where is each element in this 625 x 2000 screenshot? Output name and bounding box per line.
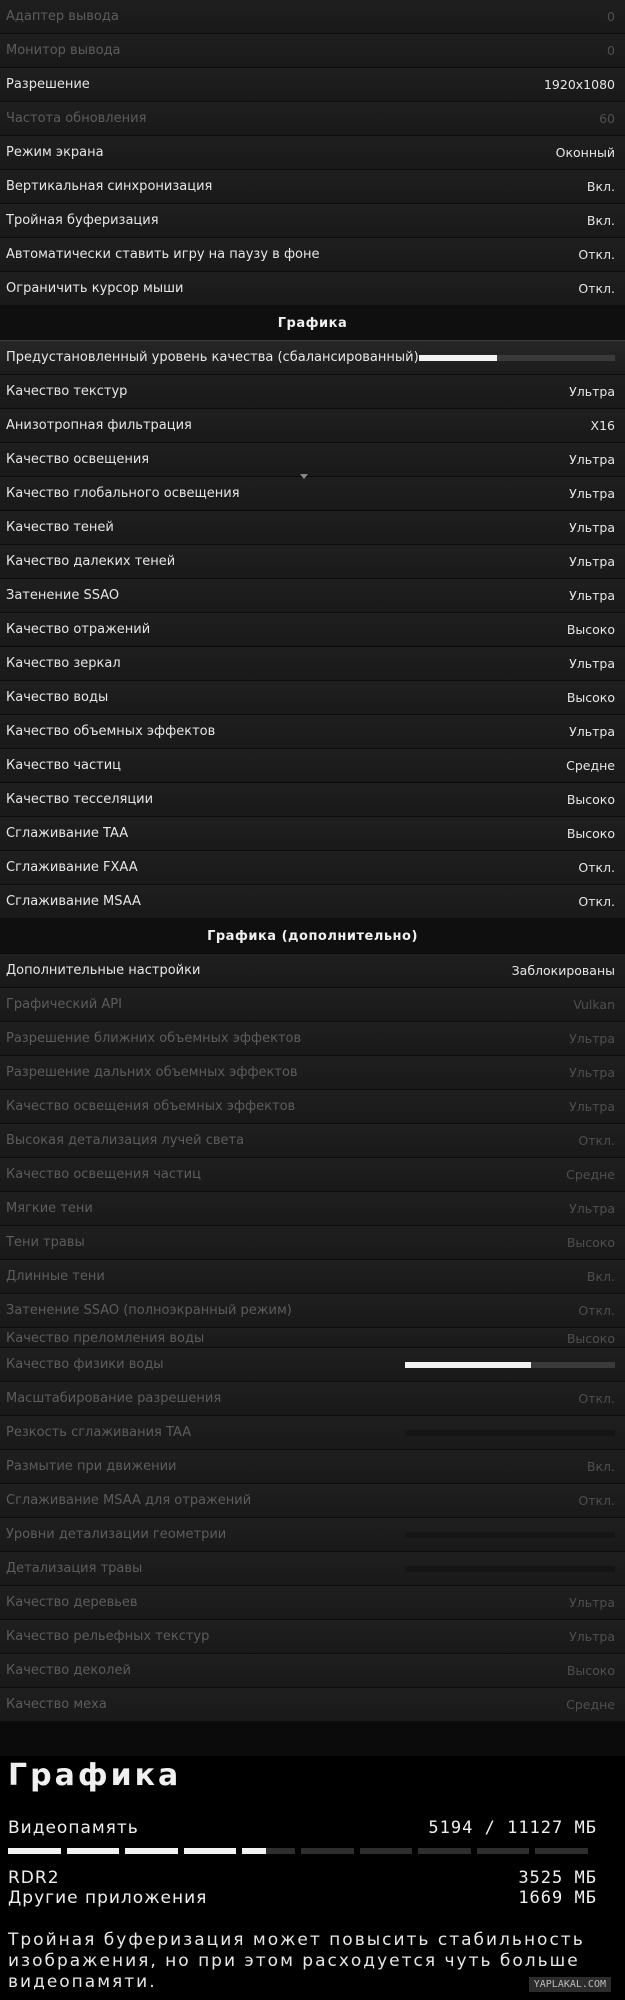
water-refraction-label: Качество преломления воды [6,1331,205,1346]
setting-value: Ультра [569,486,615,501]
setting-label: Сглаживание MSAA [6,894,141,909]
setting-hint: Тройная буферизация может повысить стабильность изображения, но при этом расходуется чуть больше видеопамяти. [8,1930,585,1992]
setting-row[interactable] [0,0,625,34]
vram-label: Видеопамять [8,1818,139,1838]
app-name: Другие приложения [8,1888,208,1908]
setting-slider[interactable] [405,1532,615,1538]
preset-quality-slider[interactable] [419,355,615,361]
vram-bar-segment [301,1848,354,1854]
setting-row[interactable] [0,647,625,681]
setting-row[interactable] [0,34,625,68]
setting-label: Качество отражений [6,622,151,637]
app-usage-value: 3525 [518,1868,564,1888]
setting-label: Качество деревьев [6,1595,138,1610]
setting-label: Уровни детализации геометрии [6,1527,227,1542]
advanced-lock-value: Заблокированы [511,963,615,978]
setting-label: Тройная буферизация [6,213,159,228]
setting-value: Средне [566,1167,615,1182]
setting-row[interactable] [0,579,625,613]
vram-bar-segment [535,1848,588,1854]
setting-row[interactable] [0,1226,625,1260]
vram-separator: / [484,1818,496,1838]
setting-row[interactable] [0,1586,625,1620]
setting-label: Анизотропная фильтрация [6,418,192,433]
setting-label: Качество теней [6,520,114,535]
setting-row[interactable] [0,1294,625,1328]
app-usage [518,1868,597,1888]
setting-label: Качество далеких теней [6,554,176,569]
setting-label: Монитор вывода [6,43,121,58]
setting-value: Откл. [578,247,615,262]
advanced-section-header [0,919,625,954]
setting-value: Ультра [569,1629,615,1644]
setting-label: Качество зеркал [6,656,121,671]
setting-label: Автоматически ставить игру на паузу в фоне [6,247,320,262]
setting-row[interactable] [0,1450,625,1484]
setting-value: Ультра [569,1099,615,1114]
setting-label: Сглаживание MSAA для отражений [6,1493,252,1508]
app-usage-value: 1669 [518,1888,564,1908]
setting-label: Длинные тени [6,1269,105,1284]
setting-label: Качество освещения частиц [6,1167,201,1182]
setting-value: Откл. [578,860,615,875]
setting-row[interactable] [0,783,625,817]
water-refraction-value: Высоко [566,1331,615,1346]
setting-value: Средне [566,758,615,773]
setting-row[interactable] [0,613,625,647]
setting-value: Ультра [569,1065,615,1080]
setting-label: Мягкие тени [6,1201,93,1216]
advanced-lock-row[interactable] [0,954,625,988]
setting-value: 60 [599,111,615,126]
advanced-lock-label: Дополнительные настройки [6,963,201,978]
setting-row[interactable] [0,1348,625,1382]
setting-value: Откл. [578,1303,615,1318]
setting-value: X16 [590,418,615,433]
setting-label: Качество освещения [6,452,150,467]
setting-row[interactable] [0,545,625,579]
setting-row[interactable] [0,1124,625,1158]
setting-label: Качество рельефных текстур [6,1629,210,1644]
setting-value: Вкл. [586,179,615,194]
setting-value: Откл. [578,1493,615,1508]
setting-label: Частота обновления [6,111,147,126]
app-name: RDR2 [8,1868,60,1888]
setting-row[interactable] [0,443,625,477]
vram-bar-segment [360,1848,413,1854]
setting-value: Высоко [566,792,615,807]
setting-row[interactable] [0,102,625,136]
setting-value: Ультра [569,520,615,535]
setting-row[interactable] [0,409,625,443]
setting-value: Ультра [569,554,615,569]
graphics-section-header [0,306,625,341]
vram-total: 11127 [507,1818,564,1838]
setting-label: Масштабирование разрешения [6,1391,222,1406]
setting-row[interactable] [0,681,625,715]
water-refraction-row[interactable] [0,1328,625,1348]
setting-row[interactable] [0,375,625,409]
setting-label: Затенение SSAO (полноэкранный режим) [6,1303,292,1318]
setting-row[interactable] [0,1158,625,1192]
advanced-settings-list [0,988,625,1328]
setting-slider[interactable] [405,1430,615,1436]
graphics-settings-list [0,375,625,919]
setting-row[interactable] [0,136,625,170]
setting-label: Графический API [6,997,122,1012]
setting-value: Ультра [569,1201,615,1216]
vram-bar-segment [8,1848,61,1854]
setting-label: Затенение SSAO [6,588,120,603]
setting-label: Разрешение ближних объемных эффектов [6,1031,302,1046]
setting-value: Высоко [566,1663,615,1678]
setting-label: Вертикальная синхронизация [6,179,213,194]
vram-usage [428,1818,597,1838]
vram-bar-segment [67,1848,120,1854]
setting-value: Высоко [566,1235,615,1250]
setting-label: Высокая детализация лучей света [6,1133,245,1148]
setting-label: Качество тесселяции [6,792,154,807]
setting-row[interactable] [0,1056,625,1090]
app-usage [518,1888,597,1908]
preset-quality-row[interactable] [0,341,625,375]
setting-label: Размытие при движении [6,1459,177,1474]
setting-row[interactable] [0,1654,625,1688]
setting-value: Ультра [569,384,615,399]
setting-value: 0 [607,43,615,58]
setting-row[interactable] [0,988,625,1022]
setting-row[interactable] [0,885,625,919]
setting-row[interactable] [0,1416,625,1450]
setting-label: Режим экрана [6,145,104,160]
setting-value: Откл. [578,1133,615,1148]
setting-row[interactable] [0,1260,625,1294]
preset-quality-label: Предустановленный уровень качества (сбалансированный) [6,350,419,365]
setting-value: Оконный [555,145,615,160]
setting-label: Разрешение [6,77,90,92]
setting-value: Vulkan [573,997,615,1012]
setting-row[interactable] [0,1518,625,1552]
setting-label: Качество текстур [6,384,128,399]
setting-label: Качество освещения объемных эффектов [6,1099,296,1114]
setting-row[interactable] [0,68,625,102]
setting-value: Ультра [569,724,615,739]
setting-row[interactable] [0,1022,625,1056]
setting-label: Адаптер вывода [6,9,119,24]
setting-row[interactable] [0,1552,625,1586]
setting-row[interactable] [0,1090,625,1124]
setting-label: Сглаживание TAA [6,826,129,841]
setting-value: 1920x1080 [543,77,615,92]
setting-row[interactable] [0,715,625,749]
setting-slider[interactable] [405,1566,615,1572]
setting-value: Ультра [569,588,615,603]
setting-label: Качество меха [6,1697,107,1712]
setting-slider-fill [405,1362,531,1368]
setting-label: Резкость сглаживания TAA [6,1425,192,1440]
info-title: Графика [8,1758,182,1793]
setting-value: Откл. [578,281,615,296]
vram-usage-bar [8,1848,588,1854]
setting-row[interactable] [0,1192,625,1226]
vram-bar-segment [184,1848,237,1854]
app-usage-row [8,1888,597,1908]
advanced-header-label: Графика (дополнительно) [207,928,418,944]
setting-value: Высоко [566,826,615,841]
advanced-settings-list-2 [0,1348,625,1722]
setting-value: Откл. [578,894,615,909]
app-usage-row [8,1868,597,1888]
setting-slider[interactable] [405,1362,615,1368]
setting-label: Качество глобального освещения [6,486,240,501]
vram-unit: МБ [574,1818,597,1838]
setting-value: Ультра [569,656,615,671]
app-usage-unit: МБ [574,1888,597,1908]
preset-quality-slider-fill [419,355,498,361]
info-panel [0,1756,625,2000]
setting-value: Откл. [578,1391,615,1406]
setting-label: Качество частиц [6,758,122,773]
graphics-header-label: Графика [277,315,348,331]
vram-bar-segment [418,1848,471,1854]
setting-value: Высоко [566,690,615,705]
setting-row[interactable] [0,1688,625,1722]
setting-label: Качество физики воды [6,1357,164,1372]
app-usage-unit: МБ [574,1868,597,1888]
vram-used: 5194 [428,1818,474,1838]
setting-label: Качество воды [6,690,109,705]
setting-label: Ограничить курсор мыши [6,281,184,296]
setting-row[interactable] [0,204,625,238]
vram-bar-segment [242,1848,295,1854]
vram-bar-segment [125,1848,178,1854]
setting-row[interactable] [0,851,625,885]
setting-label: Сглаживание FXAA [6,860,138,875]
setting-row[interactable] [0,1382,625,1416]
setting-value: Вкл. [586,213,615,228]
setting-label: Качество деколей [6,1663,131,1678]
setting-row[interactable] [0,477,625,511]
setting-value: Средне [566,1697,615,1712]
watermark: YAPLAKAL.COM [529,1977,611,1992]
setting-value: Ультра [569,1031,615,1046]
vram-bar-segment [477,1848,530,1854]
setting-value: Ультра [569,1595,615,1610]
setting-row[interactable] [0,511,625,545]
setting-value: 0 [607,9,615,24]
setting-label: Качество объемных эффектов [6,724,216,739]
setting-label: Тени травы [6,1235,85,1250]
setting-label: Разрешение дальних объемных эффектов [6,1065,298,1080]
setting-label: Детализация травы [6,1561,143,1576]
setting-row[interactable] [0,238,625,272]
vram-row [8,1818,597,1838]
setting-row[interactable] [0,170,625,204]
display-settings-list [0,0,625,306]
setting-row[interactable] [0,1620,625,1654]
setting-value: Высоко [566,622,615,637]
setting-row[interactable] [0,749,625,783]
setting-row[interactable] [0,817,625,851]
setting-value: Вкл. [586,1269,615,1284]
setting-value: Ультра [569,452,615,467]
setting-value: Вкл. [586,1459,615,1474]
setting-row[interactable] [0,272,625,306]
scroll-down-icon [300,474,308,479]
setting-row[interactable] [0,1484,625,1518]
